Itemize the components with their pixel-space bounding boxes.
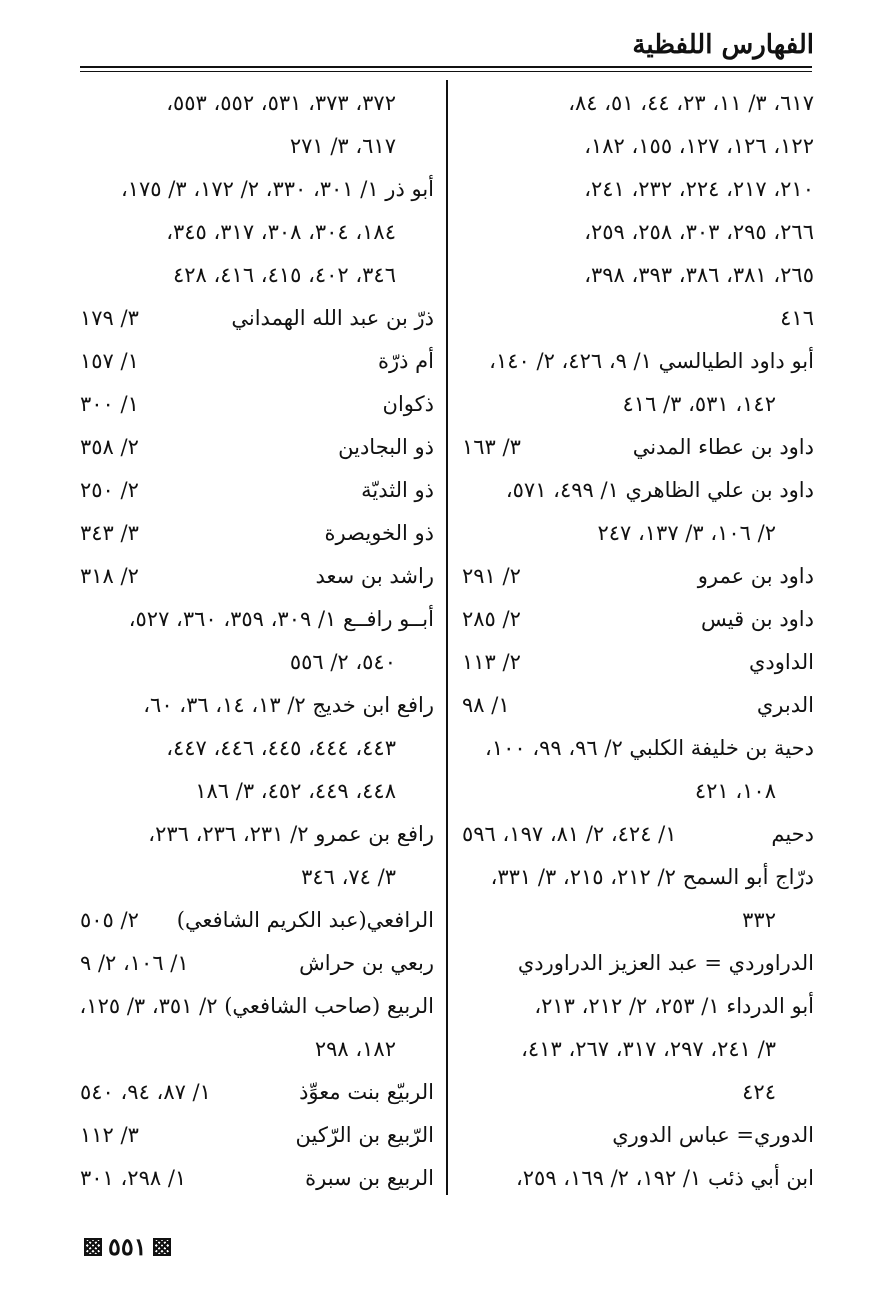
index-entry	[80, 469, 434, 512]
index-line: رافع ابن خديج ٢/ ١٣، ١٤، ٣٦، ٦٠،	[143, 693, 434, 717]
entry-name: راشد بن سعد	[315, 564, 434, 588]
ornament-icon	[153, 1238, 171, 1256]
entry-references: ٣/ ١١٢	[80, 1123, 139, 1147]
page-footer	[84, 1232, 171, 1261]
index-continuation-line: ١٨٤، ٣٠٤، ٣٠٨، ٣١٧، ٣٤٥،	[166, 220, 396, 244]
entry-references: ٣/ ١٧٩	[80, 306, 139, 330]
index-entry	[80, 426, 434, 469]
index-line: أبو الدرداء ١/ ٢٥٣، ٢/ ٢١٢، ٢١٣،	[534, 994, 814, 1018]
index-entry	[80, 512, 434, 555]
entry-name: ذو الخويصرة	[324, 521, 434, 545]
entry-name: دحيم	[771, 822, 814, 846]
entry-references: ١/ ٨٧، ٩٤، ٥٤٠	[80, 1080, 211, 1104]
header-rule-thick	[80, 66, 812, 68]
entry-name: الداودي	[748, 650, 814, 674]
entry-name: داود بن عمرو	[697, 564, 814, 588]
index-entry	[462, 813, 814, 856]
index-entry	[80, 340, 434, 383]
entry-references: ١/ ١٠٦، ٢/ ٩	[80, 951, 189, 975]
index-line: داود بن علي الظاهري ١/ ٤٩٩، ٥٧١،	[505, 478, 814, 502]
index-continuation-line: ٢/ ١٠٦، ٣/ ١٣٧، ٢٤٧	[597, 521, 776, 545]
entry-name: الرّبيع بن الرّكين	[295, 1123, 434, 1147]
index-line: الدوري= عباس الدوري	[612, 1123, 814, 1147]
entry-references: ٢/ ٣١٨	[80, 564, 139, 588]
entry-name: داود بن قيس	[700, 607, 814, 631]
index-entry	[80, 899, 434, 942]
index-continuation-line: ٣٣٢	[742, 908, 776, 932]
entry-name: ذو البجادين	[338, 435, 434, 459]
entry-references: ٢/ ٢٥٠	[80, 478, 139, 502]
index-continuation-line: ٤٤٣، ٤٤٤، ٤٤٥، ٤٤٦، ٤٤٧،	[166, 736, 396, 760]
index-line: درّاج أبو السمح ٢/ ٢١٢، ٢١٥، ٣/ ٣٣١،	[490, 865, 814, 889]
entry-name: الربيع بن سبرة	[305, 1166, 434, 1190]
index-line: الدراوردي = عبد العزيز الدراوردي	[517, 951, 814, 975]
right-column	[462, 82, 814, 1200]
index-entry	[462, 426, 814, 469]
index-entry	[80, 297, 434, 340]
index-continuation-line: ١٨٢، ٢٩٨	[314, 1037, 396, 1061]
index-continuation-line: ٦١٧، ٣/ ٢٧١	[289, 134, 396, 158]
index-entry	[462, 684, 814, 727]
entry-references: ٢/ ٣٥٨	[80, 435, 139, 459]
left-column	[80, 82, 434, 1200]
entry-name: أم ذرّة	[377, 349, 434, 373]
entry-references: ٣/ ٣٤٣	[80, 521, 139, 545]
index-line: الربيع (صاحب الشافعي) ٢/ ٣٥١، ٣/ ١٢٥،	[80, 994, 434, 1018]
index-continuation-line: ٥٤٠، ٢/ ٥٥٦	[289, 650, 396, 674]
index-line: ابن أبي ذئب ١/ ١٩٢، ٢/ ١٦٩، ٢٥٩،	[515, 1166, 814, 1190]
index-continuation-line: ١٤٢، ٥٣١، ٣/ ٤١٦	[622, 392, 776, 416]
entry-references: ١/ ٤٢٤، ٢/ ٨١، ١٩٧، ٥٩٦	[462, 822, 677, 846]
index-entry	[80, 555, 434, 598]
index-entry	[80, 942, 434, 985]
entry-name: الربيّع بنت معوِّذ	[299, 1080, 434, 1104]
index-entry	[462, 641, 814, 684]
entry-name: الدبري	[756, 693, 814, 717]
entry-references: ١/ ١٥٧	[80, 349, 139, 373]
entry-references: ٢/ ١١٣	[462, 650, 521, 674]
index-line: أبو داود الطيالسي ١/ ٩، ٤٢٦، ٢/ ١٤٠،	[489, 349, 814, 373]
index-continuation-line: ٤٢٤	[742, 1080, 776, 1104]
entry-references: ١/ ٢٩٨، ٣٠١	[80, 1166, 187, 1190]
index-entry	[80, 383, 434, 426]
index-line: ٢٦٥، ٣٨١، ٣٨٦، ٣٩٣، ٣٩٨،	[584, 263, 814, 287]
index-continuation-line: ٣/ ٧٤، ٣٤٦	[301, 865, 396, 889]
column-divider	[446, 80, 448, 1195]
index-line: ٦١٧، ٣/ ١١، ٢٣، ٤٤، ٥١، ٨٤،	[568, 91, 814, 115]
entry-name: ذو الثديّة	[361, 478, 434, 502]
index-line: أبو ذر ١/ ٣٠١، ٣٣٠، ٢/ ١٧٢، ٣/ ١٧٥،	[120, 177, 434, 201]
index-entry	[462, 555, 814, 598]
index-continuation-line: ١٠٨، ٤٢١	[694, 779, 776, 803]
entry-references: ٢/ ٥٠٥	[80, 908, 139, 932]
index-continuation-line: ٣/ ٢٤١، ٢٩٧، ٣١٧، ٢٦٧، ٤١٣،	[521, 1037, 776, 1061]
index-line: دحية بن خليفة الكلبي ٢/ ٩٦، ٩٩، ١٠٠،	[485, 736, 814, 760]
entry-name: ربعي بن حراش	[299, 951, 434, 975]
page-number: ٥٥١	[108, 1232, 147, 1261]
entry-references: ١/ ٩٨	[462, 693, 510, 717]
index-line: ١٢٢، ١٢٦، ١٢٧، ١٥٥، ١٨٢،	[584, 134, 814, 158]
entry-name: داود بن عطاء المدني	[632, 435, 814, 459]
index-entry	[80, 1114, 434, 1157]
running-header: الفهارس اللفظية	[632, 30, 814, 60]
index-continuation-line: ٣٤٦، ٤٠٢، ٤١٥، ٤١٦، ٤٢٨	[172, 263, 396, 287]
index-line: ٢٦٦، ٢٩٥، ٣٠٣، ٢٥٨، ٢٥٩،	[584, 220, 814, 244]
index-continuation-line: ٣٧٢، ٣٧٣، ٥٣١، ٥٥٢، ٥٥٣،	[166, 91, 396, 115]
entry-name: الرافعي(عبد الكريم الشافعي)	[176, 908, 434, 932]
entry-name: ذكوان	[382, 392, 434, 416]
ornament-icon	[84, 1238, 102, 1256]
index-entry	[80, 1157, 434, 1200]
index-line: رافع بن عمرو ٢/ ٢٣١، ٢٣٦، ٢٣٦،	[148, 822, 434, 846]
index-line: ٤١٦	[780, 306, 814, 330]
entry-references: ٣/ ١٦٣	[462, 435, 521, 459]
entry-references: ١/ ٣٠٠	[80, 392, 139, 416]
index-entry	[462, 598, 814, 641]
index-line: أبــو رافــع ١/ ٣٠٩، ٣٥٩، ٣٦٠، ٥٢٧،	[128, 607, 434, 631]
header-rule-thin	[80, 71, 812, 72]
entry-references: ٢/ ٢٨٥	[462, 607, 521, 631]
index-entry	[80, 1071, 434, 1114]
index-continuation-line: ٤٤٨، ٤٤٩، ٤٥٢، ٣/ ١٨٦	[195, 779, 396, 803]
entry-name: ذرّ بن عبد الله الهمداني	[231, 306, 434, 330]
index-line: ٢١٠، ٢١٧، ٢٢٤، ٢٣٢، ٢٤١،	[584, 177, 814, 201]
entry-references: ٢/ ٢٩١	[462, 564, 521, 588]
